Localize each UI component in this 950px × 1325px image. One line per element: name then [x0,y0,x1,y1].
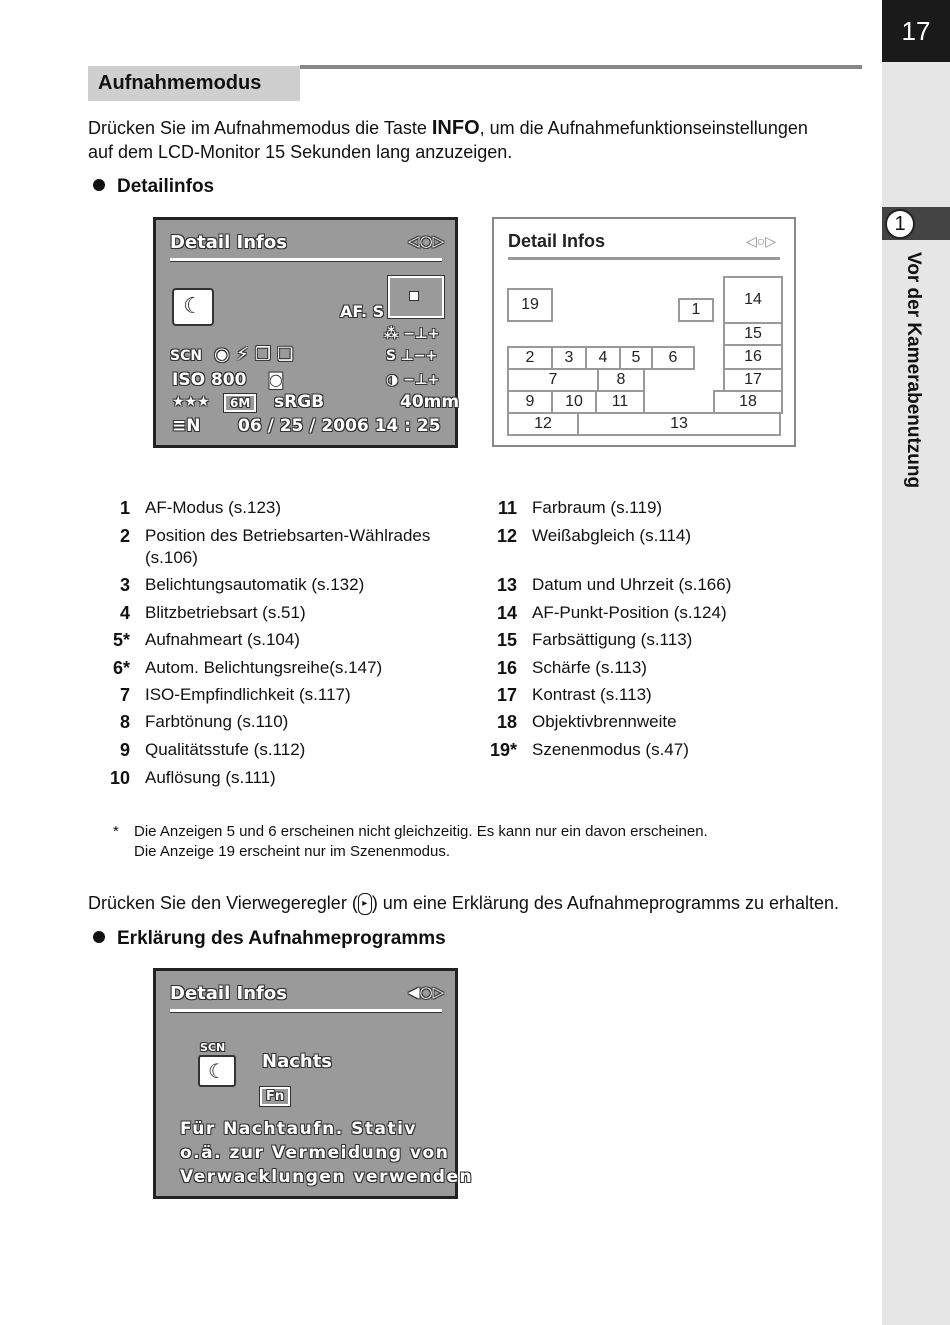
lcd-screen-detail [153,217,458,448]
quality-stars: ★★★ [172,394,210,410]
lcd-screen-explanation [153,968,474,1199]
focal-length: 40mm [400,392,460,412]
lcd-title-rule [170,258,442,261]
bullet-dot [93,931,105,943]
info-key-label: INFO [431,117,480,139]
diagram-cell: 18 [713,390,783,414]
legend-number: 7 [119,685,130,705]
lcd2-title-rule [170,1009,442,1012]
diagram-cell: 14 [723,276,783,324]
legend-number: 3 [119,575,130,595]
fn-button-icon: Fn [260,1087,290,1106]
diagram-cell: 10 [551,390,597,414]
legend-number: 17 [496,685,517,705]
color-space: sRGB [274,392,325,412]
shooting-icons: ◉ ⚡ ❐ ❏ [214,344,294,365]
footnote-line1: Die Anzeigen 5 und 6 erscheinen nicht gleichzeitig. Es kann nur ein davon erscheinen. [134,823,708,840]
legend-description: AF-Modus (s.123) [145,498,282,517]
footnote-star: * [113,823,119,840]
diagram-cell: 19 [507,288,553,322]
sharpness-mark: S [386,348,397,364]
legend-description: Farbtönung (s.110) [145,712,289,731]
tone-icon: ◙ [268,370,284,389]
diagram-cell: 13 [577,412,781,436]
date-time: 06 / 25 / 2006 14 : 25 [238,416,441,436]
legend-number: 18 [496,712,517,732]
bullet-dot [93,179,105,191]
bullet-label: Erklärung des Aufnahmeprogramms [117,928,446,949]
legend-number: 9 [119,740,130,760]
header-rule [300,65,862,69]
lcd2-title: Detail Infos [170,983,287,1004]
legend-number: 6* [112,658,130,678]
bullet-erklaerung [93,928,446,950]
four-way-controller-icon: ◁○▷ [408,232,445,250]
diagram-cell: 9 [507,390,553,414]
diagram-cell: 17 [723,368,783,392]
white-balance-value: N [186,416,201,436]
legend-description: Aufnahmeart (s.104) [145,630,300,649]
diagram-cell: 12 [507,412,579,436]
legend-number: 16 [496,658,517,678]
legend-description: Farbraum (s.119) [532,498,663,517]
legend-description: Autom. Belichtungsreihe(s.147) [145,658,383,677]
legend-description: Schärfe (s.113) [532,658,647,677]
bullet-detailinfos [93,176,214,198]
side-gutter [882,0,950,1325]
diagram-rule [508,257,780,260]
footnote-line2: Die Anzeige 19 erscheint nur im Szenenmodus. [134,843,451,860]
diagram-cell: 4 [585,346,621,370]
legend-description: Szenenmodus (s.47) [532,740,689,759]
controller-paragraph [88,891,868,915]
para2-text-pre: Drücken Sie den Vierwegeregler ( [88,893,358,913]
detail-layout-diagram [492,217,796,447]
diagram-cell: 15 [723,322,783,346]
four-way-right-icon: ▸ [358,893,372,915]
legend-description: AF-Punkt-Position (s.124) [532,603,727,622]
footnote [134,822,854,862]
explanation-line2: o.ä. zur Vermeidung von [180,1143,450,1163]
legend-description: Auflösung (s.111) [145,768,276,787]
scene-mode-label: SCN [170,348,203,364]
af-point-dot [410,292,418,300]
four-way-controller-icon: ◀○▷ [408,983,445,1001]
legend-description: Objektivbrennweite [532,712,677,731]
legend-description: Farbsättigung (s.113) [532,630,693,649]
diagram-cell: 3 [551,346,587,370]
legend-description: Position des Betriebsarten-Wählrades (s.106) [145,526,431,567]
contrast-icon: ◑ −⊥+ [386,372,440,388]
para2-text-post: ) um eine Erklärung des Aufnahmeprogramms zu erhalten. [371,893,840,913]
legend-number: 8 [119,712,130,732]
intro-text-line2: auf dem LCD-Monitor 15 Sekunden lang anzuzeigen. [88,142,513,162]
scene-mode-name: Nachts [262,1051,333,1072]
legend-number: 14 [496,603,517,623]
page-number: 17 [882,0,950,62]
diagram-cell: 6 [651,346,695,370]
explanation-line1: Für Nachtaufn. Stativ [180,1119,418,1139]
legend-number: 10 [109,768,130,788]
diagram-cell: 16 [723,344,783,370]
legend-description: Kontrast (s.113) [532,685,652,704]
chapter-title: Vor der Kamerabenutzung [903,252,924,489]
legend-description: Weißabgleich (s.114) [532,526,692,545]
legend-number: 11 [497,498,517,518]
intro-paragraph [88,116,868,164]
section-title: Aufnahmemodus [88,66,300,101]
diagram-cell: 8 [597,368,645,392]
legend-description: Datum und Uhrzeit (s.166) [532,575,732,594]
bullet-label: Detailinfos [117,176,215,197]
legend-number: 5* [112,630,130,650]
legend-number: 1 [119,498,130,518]
diagram-cell: 1 [678,298,714,322]
legend-number: 2 [119,526,130,546]
scene-mode-label: SCN [200,1041,226,1054]
legend-description: ISO-Empfindlichkeit (s.117) [145,685,351,704]
resolution-value: 6M [224,394,256,412]
legend-number: 15 [496,630,517,650]
legend-description: Qualitätsstufe (s.112) [145,740,306,759]
diagram-cell: 2 [507,346,553,370]
lcd-title: Detail Infos [170,232,287,253]
legend-description: Blitzbetriebsart (s.51) [145,603,306,622]
chapter-number: 1 [885,209,915,239]
white-balance-icon: ≡N [172,416,201,436]
legend-description: Belichtungsautomatik (s.132) [145,575,365,594]
legend-number: 12 [496,526,517,546]
legend-number: 13 [496,575,517,595]
saturation-icon: ⁂ −⊥+ [384,326,440,342]
night-scene-icon: ☾ [198,1055,236,1087]
night-scene-icon: ☾ [172,288,214,326]
intro-text-post: , um die Aufnahmefunktionseinstellungen [479,118,808,138]
diagram-cell: 11 [595,390,645,414]
diagram-cell: 5 [619,346,653,370]
legend-number: 19* [489,740,517,760]
intro-text-pre: Drücken Sie im Aufnahmemodus die Taste [88,118,432,138]
iso-value: ISO 800 [172,370,247,390]
explanation-line3: Verwacklungen verwenden [180,1167,474,1187]
diagram-title: Detail Infos [508,231,606,251]
af-mode: AF. S [340,302,385,321]
diagram-controller-icon: ◁○▷ [746,233,776,249]
diagram-cell: 7 [507,368,599,392]
sharpness-icon: S ⊥−+ [386,348,438,364]
legend-number: 4 [119,603,130,623]
